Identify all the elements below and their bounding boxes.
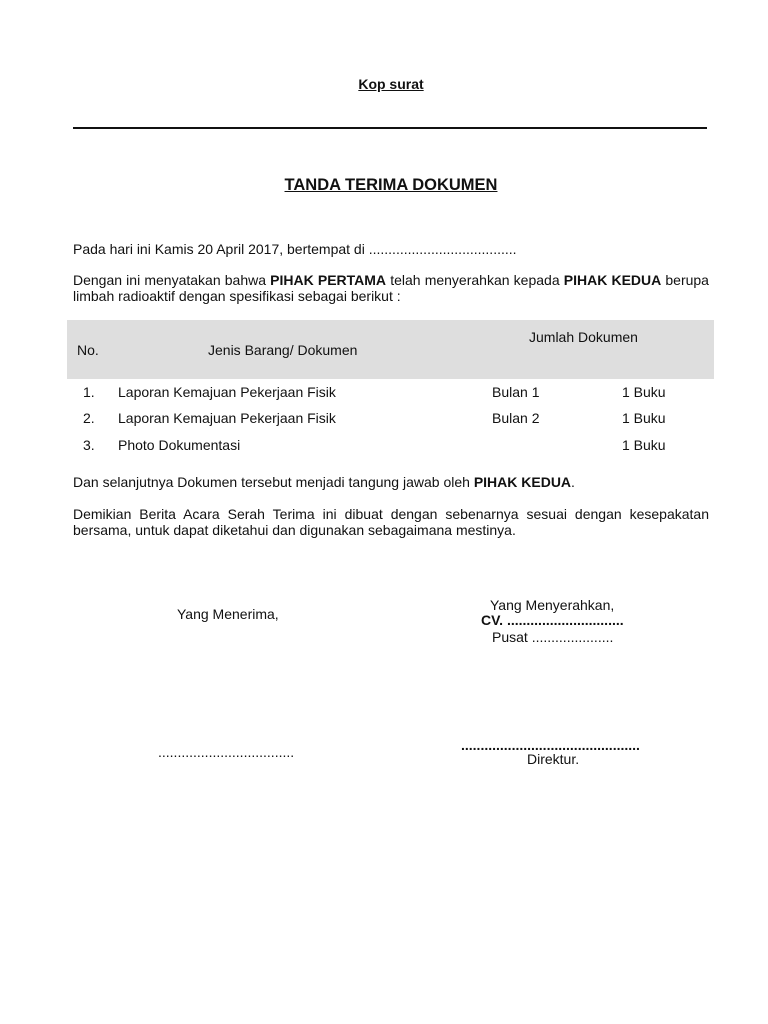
giver-label: Yang Menyerahkan, xyxy=(490,597,615,613)
statement-paragraph xyxy=(73,272,709,304)
responsibility-text: Dan selanjutnya Dokumen tersebut menjadi tangung jawab oleh xyxy=(73,474,474,490)
office-location: Pusat ..................... xyxy=(492,629,614,645)
responsibility-paragraph xyxy=(73,474,709,490)
row-period: Bulan 2 xyxy=(492,410,540,426)
document-title: TANDA TERIMA DOKUMEN xyxy=(284,176,498,194)
giver-signature-line: .............................................. xyxy=(461,737,640,753)
row-quantity: 1 Buku xyxy=(622,437,666,453)
company-name: CV. .............................. xyxy=(481,612,624,628)
row-quantity: 1 Buku xyxy=(622,384,666,400)
letterhead-divider xyxy=(73,127,707,129)
statement-text: berupa limbah radioaktif dengan spesifikasi sebagai berikut : xyxy=(73,272,709,304)
row-number: 3. xyxy=(83,437,95,453)
receiver-label: Yang Menerima, xyxy=(177,606,279,622)
party-two-label: PIHAK KEDUA xyxy=(563,272,662,288)
intro-paragraph: Pada hari ini Kamis 20 April 2017, bertempat di ...................................... xyxy=(73,241,517,257)
header-item: Jenis Barang/ Dokumen xyxy=(208,342,358,358)
letterhead-label: Kop surat xyxy=(358,76,424,92)
row-period: Bulan 1 xyxy=(492,384,540,400)
header-no: No. xyxy=(77,342,99,358)
party-one-label: PIHAK PERTAMA xyxy=(270,272,387,288)
party-two-label: PIHAK KEDUA xyxy=(473,474,572,490)
row-item: Laporan Kemajuan Pekerjaan Fisik xyxy=(118,410,336,426)
giver-title: Direktur. xyxy=(527,751,580,767)
row-number: 2. xyxy=(83,410,95,426)
row-item: Laporan Kemajuan Pekerjaan Fisik xyxy=(118,384,336,400)
row-item: Photo Dokumentasi xyxy=(118,437,241,453)
header-quantity: Jumlah Dokumen xyxy=(529,329,638,345)
row-number: 1. xyxy=(83,384,95,400)
receiver-signature-line: ................................... xyxy=(158,744,295,760)
responsibility-text: . xyxy=(571,474,575,490)
row-quantity: 1 Buku xyxy=(622,410,666,426)
statement-text: Dengan ini menyatakan bahwa xyxy=(73,272,271,288)
closing-paragraph: Demikian Berita Acara Serah Terima ini dibuat dengan sebenarnya sesuai dengan kesepakatan bersama, untuk dapat diketahui dan digunakan sebagaimana mestinya. xyxy=(73,506,709,538)
statement-text: telah menyerahkan kepada xyxy=(386,272,564,288)
